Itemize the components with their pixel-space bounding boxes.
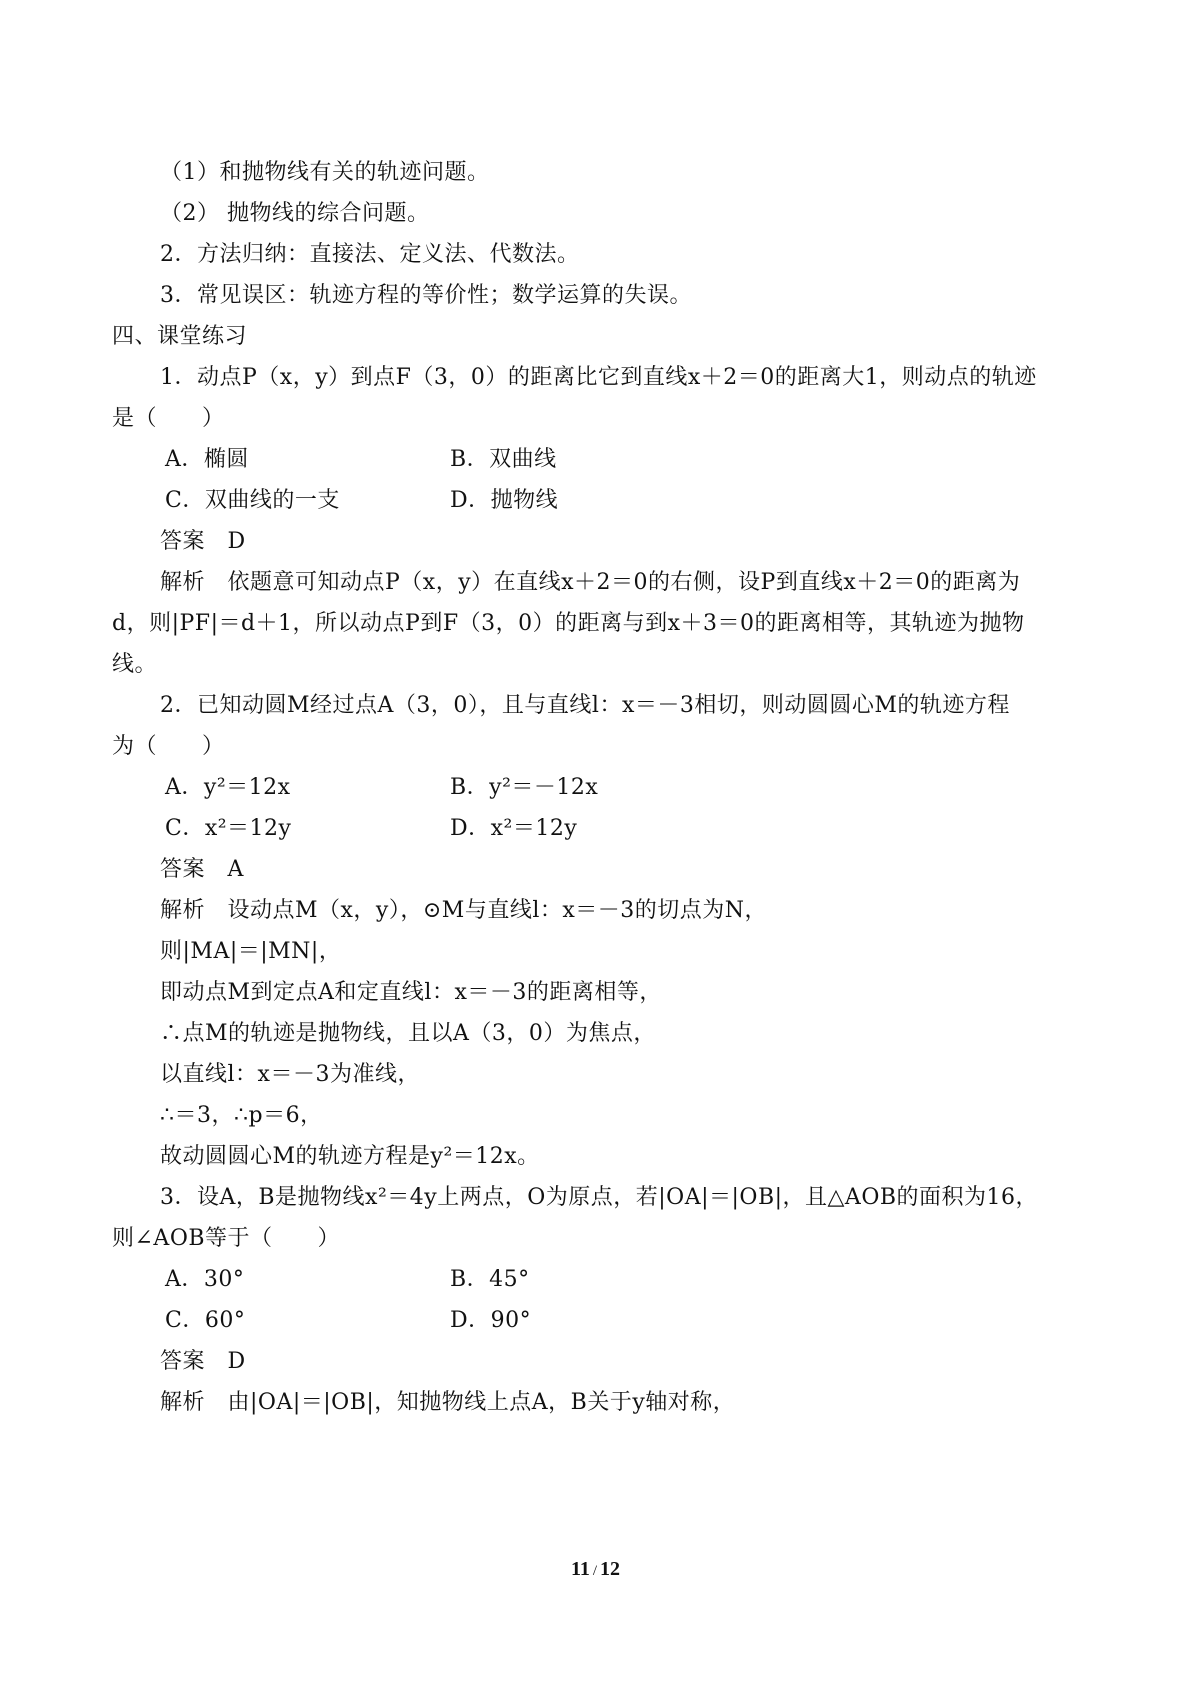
total-pages: 12 <box>600 1558 621 1580</box>
q2-option-a: A．y²＝12x <box>165 775 291 800</box>
page-number <box>0 1555 1191 1585</box>
page-separator: / <box>592 1563 598 1579</box>
q3-answer: 答案 D <box>160 1349 246 1374</box>
q3-stem-line-1: 3．设A，B是抛物线x²＝4y上两点，O为原点，若|OA|＝|OB|，且△AOB的面积为16， <box>160 1185 1039 1210</box>
q1-analysis-line-2: d，则|PF|＝d＋1，所以动点P到F（3，0）的距离与到x＋3＝0的距离相等，其轨迹为抛物 <box>112 611 1025 636</box>
pitfalls-summary: 3．常见误区：轨迹方程的等价性；数学运算的失误。 <box>160 283 692 308</box>
q2-option-c: C．x²＝12y <box>165 816 292 841</box>
q2-stem-line-1: 2．已知动圆M经过点A（3，0），且与直线l：x＝－3相切，则动圆圆心M的轨迹方程 <box>160 693 1010 718</box>
q3-option-b: B．45° <box>450 1267 530 1292</box>
current-page: 11 <box>570 1558 590 1580</box>
q1-option-d: D．抛物线 <box>450 488 559 513</box>
summary-item-2: （2） 抛物线的综合问题。 <box>160 201 430 226</box>
summary-item-1: （1）和抛物线有关的轨迹问题。 <box>160 160 490 185</box>
q1-option-c: C．双曲线的一支 <box>165 488 340 513</box>
q3-option-d: D．90° <box>450 1308 532 1333</box>
q1-answer: 答案 D <box>160 529 246 554</box>
q3-analysis-line-1: 解析 由|OA|＝|OB|，知抛物线上点A，B关于y轴对称， <box>160 1390 736 1415</box>
q2-analysis-line-5: 以直线l：x＝－3为准线， <box>160 1062 420 1087</box>
section-title: 四、课堂练习 <box>112 324 248 349</box>
q2-analysis-line-6: ∴＝3，∴p＝6， <box>160 1103 323 1128</box>
q2-option-b: B．y²＝－12x <box>450 775 599 800</box>
q2-analysis-line-7: 故动圆圆心M的轨迹方程是y²＝12x。 <box>160 1144 540 1169</box>
q1-stem-line-1: 1．动点P（x，y）到点F（3，0）的距离比它到直线x＋2＝0的距离大1，则动点的轨迹 <box>160 365 1037 390</box>
q1-option-b: B．双曲线 <box>450 447 557 472</box>
q1-analysis-line-3: 线。 <box>112 652 158 677</box>
q2-option-d: D．x²＝12y <box>450 816 578 841</box>
q2-analysis-line-4: ∴点M的轨迹是抛物线，且以A（3，0）为焦点， <box>160 1021 656 1046</box>
q3-option-a: A．30° <box>165 1267 245 1292</box>
q2-answer: 答案 A <box>160 857 244 882</box>
q1-stem-line-2: 是（ ） <box>112 406 225 431</box>
q1-option-a: A．椭圆 <box>165 447 249 472</box>
q2-stem-line-2: 为（ ） <box>112 734 225 759</box>
method-summary: 2．方法归纳：直接法、定义法、代数法。 <box>160 242 580 267</box>
q1-analysis-line-1: 解析 依题意可知动点P（x，y）在直线x＋2＝0的右侧，设P到直线x＋2＝0的距离为 <box>160 570 1021 595</box>
q2-analysis-line-1: 解析 设动点M（x，y），⊙M与直线l：x＝－3的切点为N， <box>160 898 768 923</box>
q2-analysis-line-3: 即动点M到定点A和定直线l：x＝－3的距离相等， <box>160 980 662 1005</box>
q3-stem-line-2: 则∠AOB等于（ ） <box>112 1226 341 1251</box>
q3-option-c: C．60° <box>165 1308 246 1333</box>
q2-analysis-line-2: 则|MA|＝|MN|， <box>160 939 342 964</box>
